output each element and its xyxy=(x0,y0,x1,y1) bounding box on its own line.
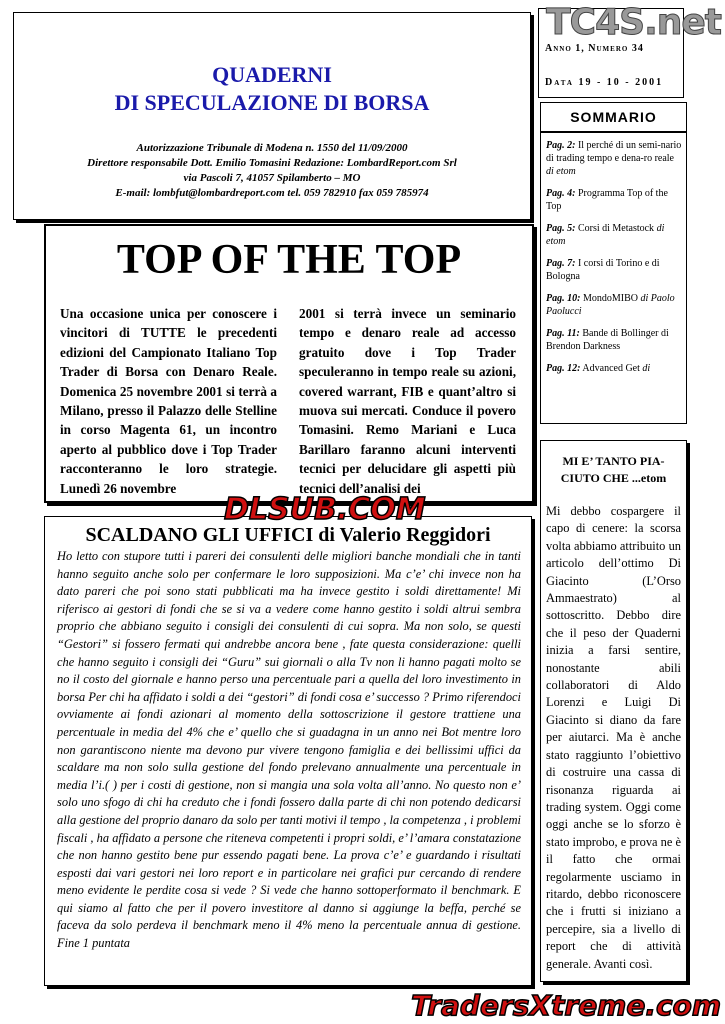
sommario-item xyxy=(546,139,682,178)
sommario-item-author: di Paolo Paolucci xyxy=(546,293,675,317)
mitanto-heading-line-1: MI E’ TANTO PIA- xyxy=(562,454,665,468)
title-line-1: QUADERNI xyxy=(212,62,332,87)
sommario-item-page: Pag. 4: xyxy=(546,188,576,199)
watermark-middle: DLSUB.COM xyxy=(224,492,426,527)
info-line-2: Direttore responsabile Dott. Emilio Tomasini Redazione: LombardReport.com Srl xyxy=(87,157,457,169)
scaldano-title: SCALDANO GLI UFFICI xyxy=(85,524,314,546)
sommario-item-author: di xyxy=(642,363,651,374)
mitanto-heading-line-2: CIUTO CHE ...etom xyxy=(560,471,667,485)
sommario-box xyxy=(540,102,687,424)
sommario-item-page: Pag. 10: xyxy=(546,293,581,304)
issue-number: Anno 1, Numero 34 xyxy=(545,43,644,54)
masthead xyxy=(13,12,531,220)
sommario-item xyxy=(546,222,682,248)
top-column-1: Una occasione unica per conoscere i vincitori di TUTTE le precedenti edizioni del Campionato Italiano Top Trader di Borsa con Denaro Reale. Domenica 25 novembre 2001 si terrà a Milano, presso il Palazzo delle Stelline in corso Magenta 61, un incontro aperto al pubblico dove i Top Trader racconteranno le loro strategie. Lunedì 26 novembre xyxy=(60,306,277,496)
sommario-item xyxy=(546,187,682,213)
sommario-item-text: I corsi di Torino e di Bologna xyxy=(546,258,660,282)
info-line-1: Autorizzazione Tribunale di Modena n. 1550 del 11/09/2000 xyxy=(136,142,408,154)
sommario-divider xyxy=(541,131,686,133)
watermark-top: TC4S.net xyxy=(546,2,721,43)
masthead-info xyxy=(14,141,530,201)
scaldano-article xyxy=(44,516,532,986)
info-line-4: E-mail: lombfut@lombardreport.com tel. 059 782910 fax 059 785974 xyxy=(115,187,429,199)
top-column-2: 2001 si terrà invece un seminario tempo e denaro reale ad accesso gratuito dove i Top Trader speculeranno in tempo reale su azioni, covered warrant, FIB e quant’altro si muova sui mercati. Conduce il povero Tomasini. Remo Mariani e Luca Barillaro faranno alcuni interventi tecnici per delucidare gli aspetti più tecnici dell’analisi dei xyxy=(299,306,516,496)
sommario-item-text: Il perché di un semi-nario di trading tempo e dena-ro reale xyxy=(546,140,682,164)
newsletter-title xyxy=(14,61,530,117)
sommario-item-text: Advanced Get xyxy=(582,363,643,374)
sommario-item-text: Programma Top of the Top xyxy=(546,188,668,212)
sommario-item xyxy=(546,362,682,375)
sommario-item-page: Pag. 11: xyxy=(546,328,580,339)
scaldano-byline: di Valerio Reggidori xyxy=(318,524,491,546)
sommario-item-text: Corsi di Metastock xyxy=(577,223,657,234)
sommario-item-page: Pag. 2: xyxy=(546,140,576,151)
mitanto-body: Mi debbo cospargere il capo di cenere: la scorsa volta abbiamo attribuito un articolo dell’ottimo Di Giacinto (L’Orso Ammaestrato) al sottoscritto. Debbo dire che il peso der Quaderni inizia a farsi sentire, nonostante abili collaboratori di Aldo Lorenzi e Luigi Di Giacinto si diano da fare per aiutarci. Ma è anche stato raggiunto l’obiettivo di costruire una cassa di risonanza riguarda ai trading system. Oggi come oggi anche se lo sforzo è stato improbo, e prova ne è il fatto che ormai regolarmente usciamo in ritardo, debbo riconoscere che i frutti si iniziano a percepire, sia a livello di report che di attività generale. Avanti così. xyxy=(546,504,681,971)
sommario-item-author: di etom xyxy=(546,166,576,177)
sommario-item-page: Pag. 12: xyxy=(546,363,581,374)
sommario-item-page: Pag. 7: xyxy=(546,258,576,269)
title-line-2: DI SPECULAZIONE DI BORSA xyxy=(114,90,430,115)
sommario-item xyxy=(546,327,682,353)
sommario-heading: SOMMARIO xyxy=(570,109,657,125)
sommario-item-page: Pag. 5: xyxy=(546,223,576,234)
info-line-3: via Pascoli 7, 41057 Spilamberto – MO xyxy=(183,172,361,184)
sommario-item-text: MondoMIBO xyxy=(582,293,641,304)
top-article xyxy=(44,224,534,503)
mitanto-heading xyxy=(545,453,682,487)
top-headline: TOP OF THE TOP xyxy=(116,237,462,283)
issue-date: Data 19 - 10 - 2001 xyxy=(545,77,664,88)
scaldano-body: Ho letto con stupore tutti i pareri dei consulenti delle migliori banche mondiali che in tanti hanno seguito anche solo per confermare le loro supposizioni. Ma c’e’ chi invece non ha dato pareri che poi sono stati pubblicati ma ha invece gestito i soldi direttamente! Mi riferisco ai gestori di fondi che se si va a vedere come hanno gestito i soldi altrui sembra proprio che abbiano seguito i consigli dei consulenti di cui sopra. Ma non solo, se questi “Gestori” si fossero fermati qui andrebbe ancora bene , fate questa considerazione: quelli che hanno seguito i consigli dei “Guru” sui giornali o alla Tv non li hanno pagati molto se no il costo del giornale e hanno perso una percentuale pari a quella del loro investimento in borsa Per chi ha affidato i soldi a dei “gestori” di fondi cosa e’ successo ? Primo riferendoci ovviamente ai fondi azionari al momento della sottoscrizione il gestore trattiene una percentuale in media del 4% che e’ quello che si guadagna in un anno nei Bot mentre loro non garantiscono niente ma devono pur vivere tengono famiglia e dei bellissimi uffici da scaldare ma non solo sulla gestione del fondo prelevano annualmente una percentuale in media l’i.( ) per i costi di gestione, non si mangia una sola volta all’anno. No questo non e’ solo uno sfogo di chi ha creduto che i fondi fossero dalla parte di chi non potendo dedicarsi alla gestione del proprio danaro da solo per tanti motivi il tempo , la competenza , i problemi fiscali , ha affidato a persone che riteneva competenti i propri soldi, e’ l’amara constatazione che non hanno gestito bene pur essendo pagati bene. La prova c’e’ e guardando i risultati esposti dai vari gestori nei loro report e in particolare nei grafici pur cercando di rendere meno evidente le perdite cosa si vede ? Si vede che hanno sottoperformato il benchmark. E qui siamo al fatto che per il povero investitore al danno si aggiunge la beffa, perché se faceva da solo perdeva il benchmark meno il 4% meno la percentuale annua di gestione. Fine 1 puntata xyxy=(57,549,521,951)
sommario-item xyxy=(546,257,682,283)
watermark-bottom: TradersXtreme.com xyxy=(411,989,721,1022)
sommario-item-text: Bande di Bollinger di Brendon Darkness xyxy=(546,328,669,352)
mitanto-article xyxy=(540,440,687,982)
sommario-item-author: di etom xyxy=(546,223,665,247)
sommario-list xyxy=(546,139,682,384)
sommario-item xyxy=(546,292,682,318)
